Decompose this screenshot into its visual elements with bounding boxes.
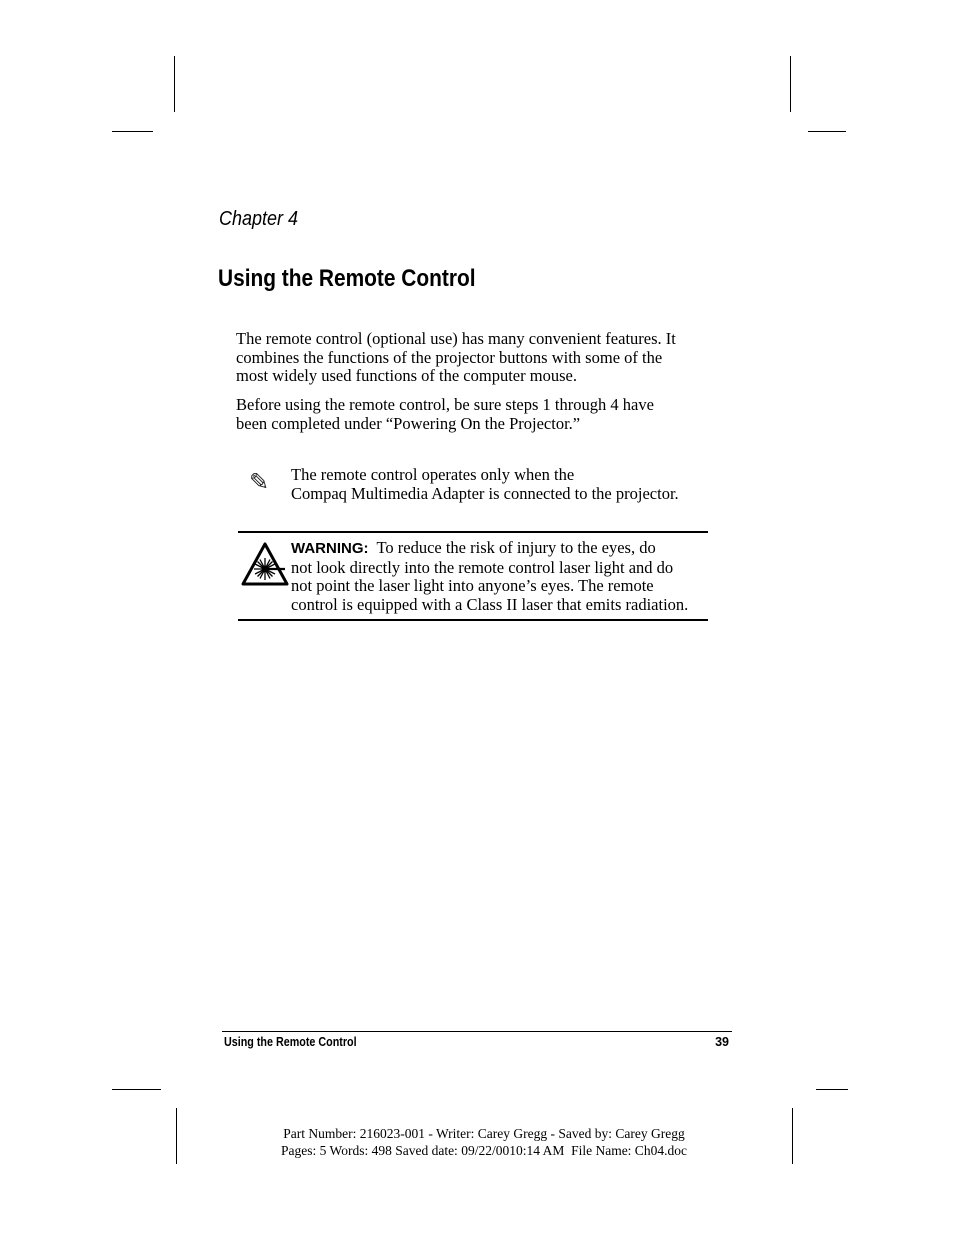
warning-bottom-rule <box>238 619 708 621</box>
warning-line: not point the laser light into anyone’s eyes. The remote <box>291 576 654 596</box>
crop-mark-bottom-right-vertical <box>792 1108 793 1164</box>
pencil-icon: ✎ <box>249 468 270 496</box>
file-info <box>184 1126 784 1159</box>
crop-mark-bottom-right-horizontal <box>816 1089 848 1090</box>
file-info-line: Pages: 5 Words: 498 Saved date: 09/22/0010:14 AM File Name: Ch04.doc <box>281 1142 687 1158</box>
crop-mark-bottom-left-vertical <box>176 1108 177 1164</box>
prerequisite-line: Before using the remote control, be sure steps 1 through 4 have <box>236 395 654 414</box>
intro-paragraph <box>236 330 706 386</box>
note-text <box>291 466 679 503</box>
warning-line: control is equipped with a Class II laser that emits radiation. <box>291 595 689 615</box>
crop-mark-top-right-horizontal <box>808 131 846 132</box>
warning-label: WARNING: <box>291 540 369 557</box>
warning-top-rule <box>238 531 708 533</box>
file-info-line: Part Number: 216023-001 - Writer: Carey Gregg - Saved by: Carey Gregg <box>283 1126 685 1141</box>
prerequisite-line: been completed under “Powering On the Projector.” <box>236 413 581 433</box>
warning-line: To reduce the risk of injury to the eyes, do <box>376 538 656 557</box>
page-number: 39 <box>715 1035 729 1049</box>
footer-rule <box>222 1031 732 1032</box>
laser-warning-icon <box>240 541 290 587</box>
warning-line: not look directly into the remote control laser light and do <box>291 557 674 577</box>
note-line: Compaq Multimedia Adapter is connected to the projector. <box>291 483 679 503</box>
intro-line: The remote control (optional use) has many convenient features. It <box>236 329 676 348</box>
intro-line: most widely used functions of the computer mouse. <box>236 366 577 386</box>
crop-mark-top-left-horizontal <box>112 131 153 132</box>
note-line: The remote control operates only when the <box>291 465 575 484</box>
prerequisite-paragraph <box>236 396 706 433</box>
footer-section-title: Using the Remote Control <box>224 1035 357 1049</box>
warning-first-line <box>291 539 688 559</box>
intro-line: combines the functions of the projector buttons with some of the <box>236 347 663 367</box>
page-title: Using the Remote Control <box>218 265 476 292</box>
crop-mark-top-left-vertical <box>174 56 175 112</box>
chapter-label: Chapter 4 <box>219 208 299 230</box>
warning-text <box>291 539 688 615</box>
crop-mark-top-right-vertical <box>790 56 791 112</box>
crop-mark-bottom-left-horizontal <box>112 1089 161 1090</box>
